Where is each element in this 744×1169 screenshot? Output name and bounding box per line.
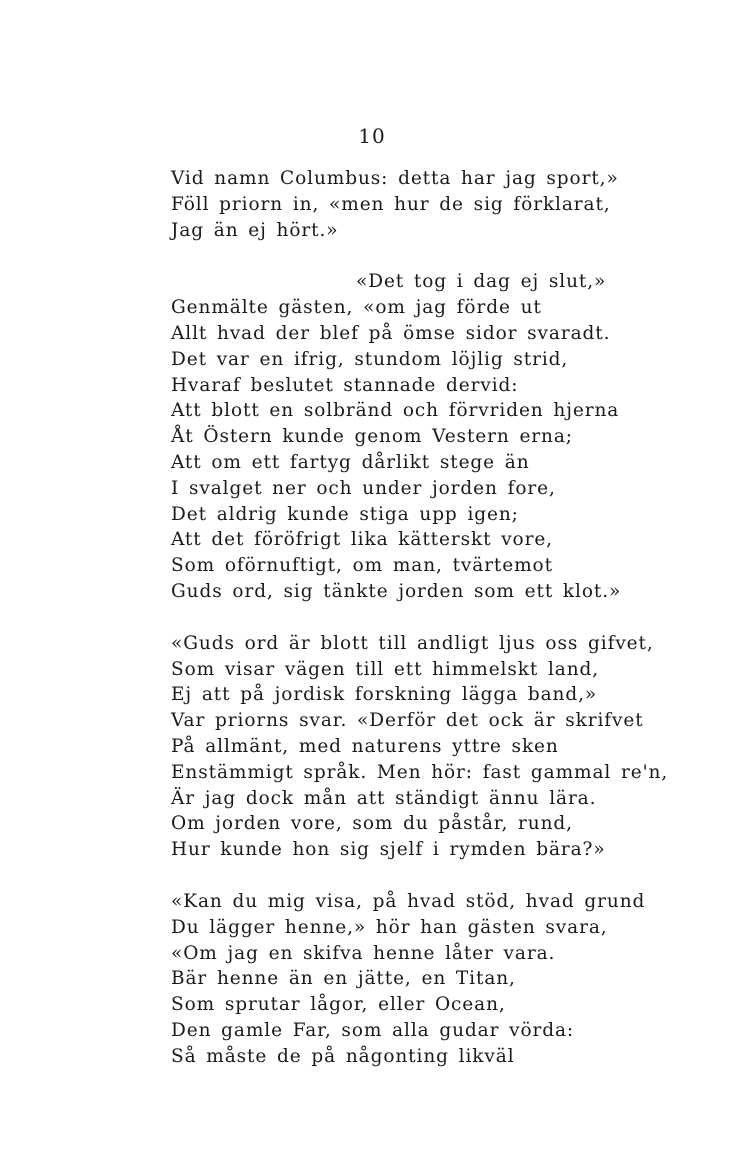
poem-line: På allmänt, med naturens yttre sken <box>171 735 559 757</box>
poem-text <box>171 166 731 1070</box>
poem-line: Enstämmigt språk. Men hör: fast gammal re'n, <box>171 761 669 783</box>
poem-line: Vid namn Columbus: detta har jag sport,» <box>171 168 619 189</box>
poem-line: Att det föröfrigt lika kätterskt vore, <box>171 529 553 551</box>
poem-line: Så måste de på någonting likväl <box>171 1045 515 1067</box>
poem-line: Åt Östern kunde genom Vestern erna; <box>171 426 573 448</box>
stanza-break <box>171 605 731 631</box>
poem-line: Det var en ifrig, stundom löjlig strid, <box>171 348 569 370</box>
poem-line: Bär henne än en jätte, en Titan, <box>171 968 516 990</box>
poem-line: Som oförnuftigt, om man, tvärtemot <box>171 555 553 577</box>
poem-line: Allt hvad der blef på ömse sidor svaradt. <box>171 322 611 344</box>
poem-line: Hur kunde hon sig sjelf i rymden bära?» <box>171 839 606 861</box>
poem-line: «Om jag en skifva henne låter vara. <box>171 942 556 964</box>
poem-line: Det aldrig kunde stiga upp igen; <box>171 503 519 525</box>
poem-line: Guds ord, sig tänkte jorden som ett klot.» <box>171 580 622 602</box>
poem-line: I svalget ner och under jorden fore, <box>171 477 556 499</box>
stanza-break <box>171 863 731 889</box>
poem-line: Att blott en solbränd och förvriden hjerna <box>171 400 620 422</box>
poem-line: Föll priorn in, «men hur de sig förklarat, <box>171 193 611 215</box>
poem-line: Som visar vägen till ett himmelskt land, <box>171 658 600 680</box>
poem-line: Var priorns svar. «Derför det ock är skrifvet <box>171 710 644 732</box>
poem-line: Jag än ej hört.» <box>171 219 339 241</box>
poem-line: Den gamle Far, som alla gudar vörda: <box>171 1019 575 1041</box>
stanza-break <box>171 243 731 269</box>
poem-line: Som sprutar lågor, eller Ocean, <box>171 994 506 1016</box>
poem-line-indented: «Det tog i dag ej slut,» <box>356 271 607 293</box>
poem-line: «Kan du mig visa, på hvad stöd, hvad grund <box>171 890 646 912</box>
poem-line: Om jorden vore, som du påstår, rund, <box>171 813 573 835</box>
poem-line: «Guds ord är blott till andligt ljus oss gifvet, <box>171 632 654 654</box>
poem-line: Att om ett fartyg dårlikt stege än <box>171 451 530 473</box>
page-number: 10 <box>358 124 386 148</box>
poem-line: Genmälte gästen, «om jag förde ut <box>171 297 542 319</box>
poem-line: Du lägger henne,» hör han gästen svara, <box>171 916 608 938</box>
poem-line: Hvaraf beslutet stannade dervid: <box>171 374 519 396</box>
poem-line: Är jag dock mån att ständigt ännu lära. <box>171 787 597 809</box>
poem-line: Ej att på jordisk forskning lägga band,» <box>171 684 598 706</box>
